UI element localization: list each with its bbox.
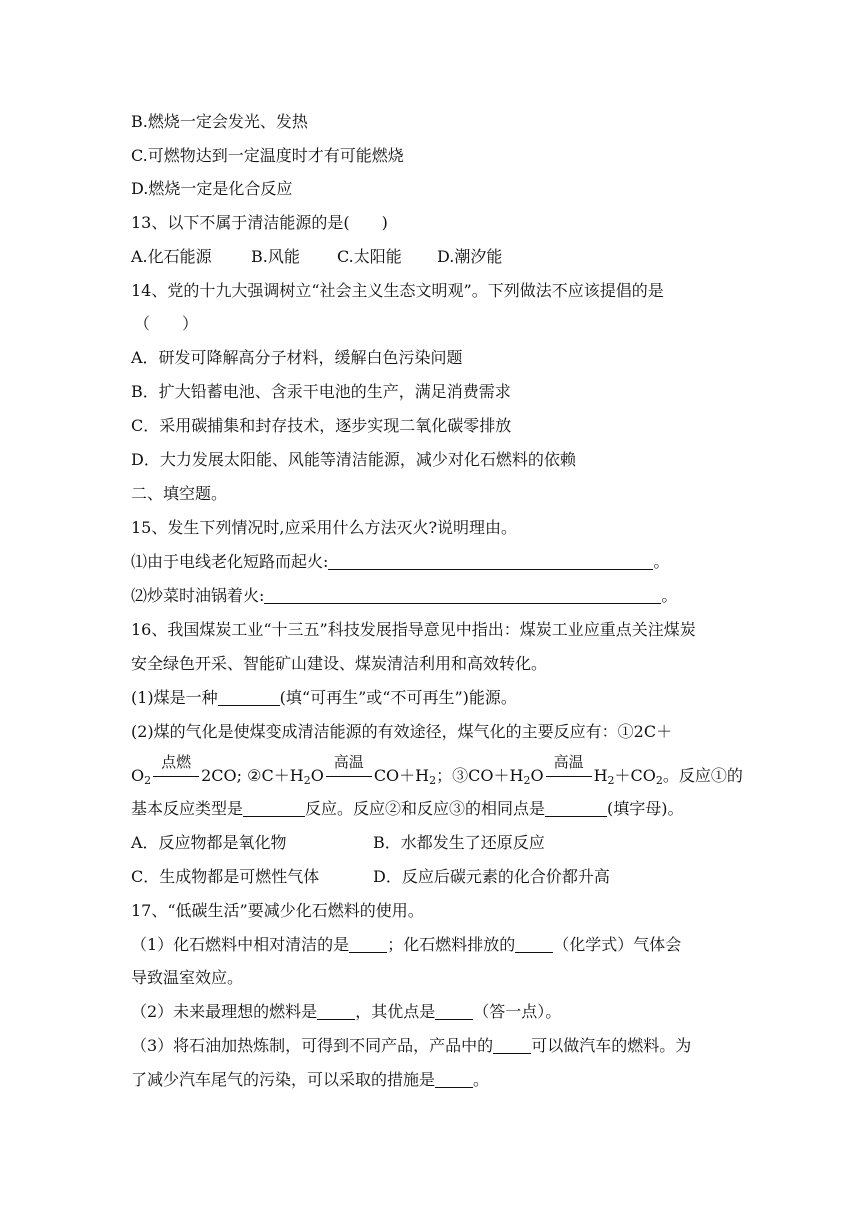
q14-option-c: C．采用碳捕集和封存技术，逐步实现二氧化碳零排放 [131,416,512,435]
answer-blank[interactable] [435,1071,473,1088]
q14-paren: （ ） [134,314,199,333]
q16-option-b: B．水都发生了还原反应 [373,833,545,852]
subscript: 2 [607,774,615,787]
formula-text: CO＋H [373,766,430,785]
q14-option-d: D．大力发展太阳能、风能等清洁能源，减少对化石燃料的依赖 [131,450,576,469]
q16-options-row1 [131,833,545,853]
q16-part1 [131,688,517,708]
q14-option-b: B．扩大铅蓄电池、含汞干电池的生产，满足消费需求 [131,382,511,401]
formula-text: O [310,766,324,785]
answer-blank[interactable] [317,1003,355,1020]
subscript: 2 [303,774,311,787]
q16-option-a: A．反应物都是氧化物 [131,833,287,852]
q13-options [131,247,502,267]
section-fill-in-title: 二、填空题。 [131,484,228,503]
q12-option-b: B.燃烧一定会发光、发热 [131,112,308,131]
q16-text: (填字母)。 [607,799,684,818]
q15-part2-text: ⑵炒菜时油锅着火: [131,586,265,605]
q17-part2 [131,1002,561,1022]
q17-part3 [131,1036,691,1056]
q12-option-d: D.燃烧一定是化合反应 [131,179,293,198]
subscript: 2 [144,774,152,787]
q15-part1-text: ⑴由于电线老化短路而起火: [131,552,329,571]
q16-part2: (2)煤的气化是使煤变成清洁能源的有效途径，煤气化的主要反应有：①2C＋ [131,722,673,741]
q17-part1 [131,935,681,955]
q17-text: 了减少汽车尾气的污染，可以采取的措施是 [131,1070,436,1089]
q17-text: 。 [473,1070,490,1089]
reaction-arrow-ignite [151,753,201,786]
q15-part2 [131,586,677,606]
q17-part1-cont: 导致温室效应。 [131,968,244,987]
q16-text: 基本反应类型是 [131,799,244,818]
q17-text: ，其优点是 [355,1002,436,1021]
q13-stem: 13、以下不属于清洁能源的是( ) [131,213,388,232]
q15-stem: 15、发生下列情况时,应采用什么方法灭火?说明理由。 [131,518,518,537]
reaction-arrow-heat [324,753,374,786]
q13-option-c: C.太阳能 [337,247,402,266]
answer-blank[interactable] [515,936,553,953]
q16-stem-line2: 安全绿色开采、智能矿山建设、煤炭清洁利用和高效转化。 [131,654,548,673]
arrow-bar [153,776,199,777]
q17-text: ；化石燃料排放的 [387,935,516,954]
q13-option-d: D.潮汐能 [437,247,503,266]
answer-blank[interactable] [218,689,280,706]
answer-blank[interactable] [493,1037,531,1054]
reaction-arrow-heat [544,753,594,786]
q16-options-row2 [131,867,610,887]
q13-option-b: B.风能 [251,247,300,266]
formula-text: 。反应①的 [662,766,743,785]
answer-blank[interactable] [264,587,661,604]
formula-text: ；③CO＋H [436,766,524,785]
condition-label: 高温 [553,753,584,771]
subscript: 2 [655,774,663,787]
q16-part1-hint: (填“可再生”或“不可再生”)能源。 [279,688,517,707]
q17-text: 可以做汽车的燃料。为 [531,1036,692,1055]
q17-text: （1）化石燃料中相对清洁的是 [131,935,350,954]
formula-text: H [593,766,608,785]
q16-stem-line1: 16、我国煤炭工业“十三五”科技发展指导意见中指出：煤炭工业应重点关注煤炭 [131,620,696,639]
answer-blank[interactable] [243,800,305,817]
q17-text: （答一点）。 [473,1002,562,1021]
condition-label: 点燃 [161,753,192,771]
q16-option-d: D．反应后碳元素的化合价都升高 [373,867,610,886]
period: 。 [661,586,678,605]
answer-blank[interactable] [545,800,607,817]
q14-stem: 14、党的十九大强调树立“社会主义生态文明观”。下列做法不应该提倡的是 [131,281,664,300]
formula-text: O [131,766,145,785]
q15-part1 [131,552,669,572]
formula-text: ＋CO [614,766,656,785]
q17-text: （3）将石油加热炼制，可得到不同产品，产品中的 [131,1036,494,1055]
formula-text: O [530,766,544,785]
formula-text: 2CO; ②C＋H [201,766,304,785]
q16-option-c: C．生成物都是可燃性气体 [131,867,320,886]
arrow-bar [546,776,592,777]
answer-blank[interactable] [349,936,387,953]
answer-blank[interactable] [328,553,653,570]
q16-part1-text: (1)煤是一种 [131,688,218,707]
q16-equations [131,753,743,787]
q17-stem: 17、“低碳生活”要减少化石燃料的使用。 [131,901,424,920]
q17-text: （化学式）气体会 [553,935,682,954]
period: 。 [653,552,670,571]
subscript: 2 [429,774,437,787]
q17-part3-cont [131,1070,489,1090]
q14-option-a: A．研发可降解高分子材料，缓解白色污染问题 [131,348,463,367]
subscript: 2 [523,774,531,787]
q16-part2-questions [131,799,684,819]
answer-blank[interactable] [435,1003,473,1020]
q17-text: （2）未来最理想的燃料是 [131,1002,318,1021]
arrow-bar [326,776,372,777]
q13-option-a: A.化石能源 [131,247,212,266]
condition-label: 高温 [333,753,364,771]
q12-option-c: C.可燃物达到一定温度时才有可能燃烧 [131,146,404,165]
q16-text: 反应。反应②和反应③的相同点是 [305,799,546,818]
